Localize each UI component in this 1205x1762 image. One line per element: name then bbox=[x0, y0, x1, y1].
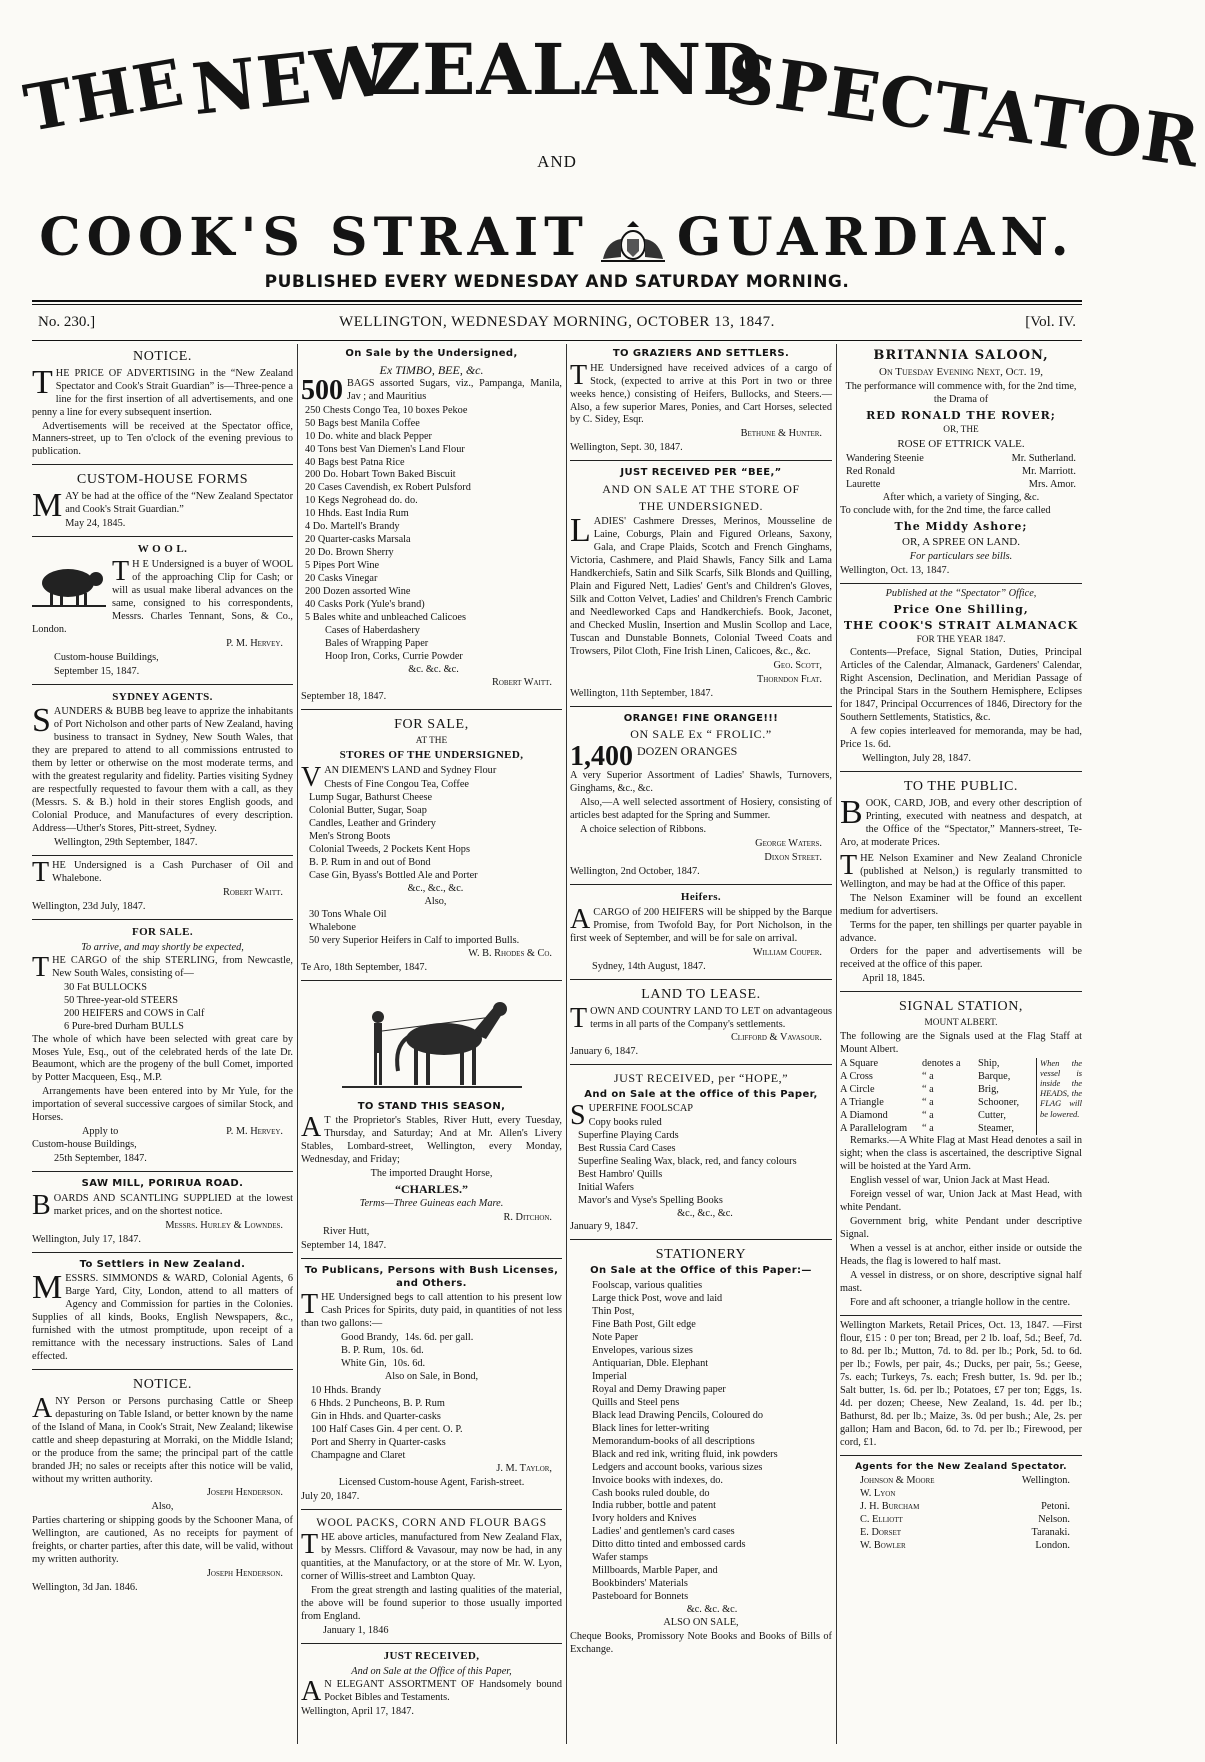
advertisement-customs: CUSTOM-HOUSE FORMS MAY be had at the office of the “New Zealand Spectator and Cook's Strait Guardian.” May 24, 1845. bbox=[32, 467, 293, 537]
dateline-rule bbox=[32, 340, 1082, 341]
masthead-word: SPECTATOR bbox=[720, 38, 1205, 184]
masthead bbox=[0, 0, 1205, 300]
advertisement-saw-mill: SAW MILL, PORIRUA ROAD. BOARDS AND SCANTLING SUPPLIED at the lowest market prices, and on the shortest notice. Messrs. Hurley & Lowndes. Wellington, July 17, 1847. bbox=[32, 1174, 293, 1252]
column-rule bbox=[566, 344, 567, 1744]
masthead-and: AND bbox=[537, 152, 577, 171]
advertisement-to-the-public: TO THE PUBLIC. BOOK, CARD, JOB, and every other description of Printing, executed with neatness and despatch, at the Office of the “Spectator,” Manners-street, Te-Aro, at moderate Prices. THE Nelson Examiner and New Zealand Chronicle (published at Nelson,) is regularly transmitted to Wellington, and may be had at the Office of this paper. The Nelson Examiner will be found an excellent medium for advertisers. Terms for the paper, ten shillings per quarter payable in advance. Orders for the paper and advertisements will be received at the office of this paper. April 18, 1845. bbox=[840, 774, 1082, 992]
spectator-agents: Agents for the New Zealand Spectator. Johnson & Moore Wellington. W. Lyon J. H. Burcham Petoni. C. Elliott Nelson. E. Dorset Taranaki. W. Bowler London. bbox=[855, 1461, 1070, 1551]
signal-station: SIGNAL STATION, MOUNT ALBERT. The following are the Signals used at the Flag Staff at Mount Albert. A Square denotes a Ship, A Cross “ a Barque, A Circle “ a Brig, A Triangle “ a Schooner, A Diamond “ a Cutter, A Parallelogram “ a Steamer, When the vessel is inside the HEADS, the FLAG will be lowered. Remarks.—A White Flag at Mast Head denotes a sail in sight; when the class is ascertained, the descriptive Signal will be hoisted at the Yard Arm. English vessel of war, Union Jack at Mast Head. Foreign vessel of war, Union Jack at Mast Head, with white Pendant. Government brig, white Pendant under descriptive Signal. When a vessel is at anchor, either inside or outside the Heads, the flag is lowered to half mast. A vessel in distress, or on shore, descriptive signal half mast. Fore and aft schooner, a triangle hollow in the centre. bbox=[840, 994, 1082, 1316]
column-rule bbox=[836, 344, 837, 1744]
masthead-title bbox=[18, 27, 1205, 184]
advertisement-for-sale-sterling: FOR SALE. To arrive, and may shortly be expected, THE CARGO of the ship STERLING, from Newcastle, New South Wales, consisting of— 30 Fat BULLOCKS 50 Three-year-old STEERS 200 HEIFERS and COWS in Calf 6 Pure-bred Durham BULLS The whole of which have been selected with great care by Moses Yule, Esq., out of the celebrated herds of the late Dr. Beaumont, which are the progeny of the bull Comet, imported by Potter Macqueen, Esq., M.P. Arrangements have been entered into by Mr Yule, for the importation of several successive cargoes of similar Stock, and Horses. Apply to P. M. Hervey. Custom-house Buildings, 25th September, 1847. bbox=[32, 922, 293, 1172]
advertisement-on-sale-timbo: On Sale by the Undersigned, Ex TIMBO, BEE, &c. 500 BAGS assorted Sugars, viz., Pampanga, Manila, Jav ; and Mauritius 250 Chests Congo Tea, 10 boxes Pekoe 50 Bags best Manila Coffee 10 Do. white and black Pepper 40 Tons best Van Diemen's Land Flour 40 Bags best Patna Rice 200 Do. Hobart Town Baked Biscuit 20 Cases Cavendish, ex Robert Pulsford 10 Kegs Negrohead do. do. 10 Hhds. East India Rum 4 Do. Martell's Brandy 20 Quarter-casks Marsala 20 Do. Brown Sherry 5 Pipes Port Wine 20 Casks Vinegar 200 Dozen assorted Wine 40 Casks Pork (Yule's brand) 5 Bales white and unbleached Calicoes Cases of Haberdashery Bales of Wrapping Paper Hoop Iron, Corks, Currie Powder &c. &c. &c. Robert Waitt. September 18, 1847. bbox=[301, 344, 562, 710]
advertisement-notice: NOTICE. THE PRICE OF ADVERTISING in the “New Zealand Spectator and Cook's Strait Guardian” is—Three-pence a line for the first insertion of all advertisements, and one penny a line for every subsequent insertion. Advertisements will be received at the Spectator office, Manners-street, up to Ten o'clock of the evening previous to publication. bbox=[32, 344, 293, 465]
advertisement-notice-cattle: NOTICE. ANY Person or Persons purchasing Cattle or Sheep depasturing on Table Island, or better known by the name of the Island of Mana, in Cook's Strait, New Zealand; likewise cattle and sheep depasturing at Morraki, on the Middle Island; or the produce from the same; the principal part of the cattle branded JH; no sales or receipts after this notice will be valid, without my written authority. Joseph Henderson. Also, Parties chartering or shipping goods by the Schooner Mana, of Wellington, are cautioned, As no receipts for payment of freights, or charter parties, after this date, will be valid, without my written authority. Joseph Henderson. Wellington, 3d Jan. 1846. bbox=[32, 1377, 293, 1594]
publication-schedule: PUBLISHED EVERY WEDNESDAY AND SATURDAY MORNING. bbox=[264, 272, 850, 292]
issue-number: No. 230.] bbox=[38, 314, 96, 330]
wellington-markets: Wellington Markets, Retail Prices, Oct. 13, 1847. —First flour, £15 : 0 per ton; Bread, per 2 lb. loaf, 5d.; Beef, 7d. to 8d. per lb.; Mutton, 7d. to 8d. per lb.; Pork, 5d. to 6d. per lb.; Fowls, per pair, 4s.; Ducks, per pair, 5s.; Geese, 7s. each; Turkeys, 7s. each; Fresh butter, 1s. 9d. per lb.; Salt butter, 1s. 6d. per lb.; Potatoes, £7 per ton; Eggs, 1s. 4d. per dozen; Cheese, New Zealand, 1s. 4d. per lb.; Bathurst, 8d. per lb.; Maize, 3s. 0d per bush.; Ale, 2s. per gallon; Ham and Bacon, 6d. to 7d. per lb.; Firewood, per cord, £1. bbox=[840, 1318, 1082, 1456]
advertisement-oranges: ORANGE! FINE ORANGE!!! ON SALE Ex “ FROLIC.” 1,400 DOZEN ORANGES A very Superior Assortment of Ladies' Shawls, Turnovers, Ginghams, &c., &c. Also,—A well selected assortment of Hosiery, consisting of articles best adapted for the Spring and Summer. A choice selection of Ribbons. George Waters. Dixon Street. Wellington, 2nd October, 1847. bbox=[570, 709, 832, 885]
advertisement-graziers: TO GRAZIERS AND SETTLERS. THE Undersigned have received advices of a cargo of Stock, (expected to arrive at this Port in two or three weeks hence,) consisting of Heifers, Bullocks, and Steers.—Also, a few superior Mares, Ponies, and Cart Horses, selected by C. Sidey, Esqr. Bethune & Hunter. Wellington, Sept. 30, 1847. bbox=[570, 344, 832, 461]
column-4 bbox=[840, 344, 1082, 1744]
volume-number: [Vol. IV. bbox=[1025, 314, 1076, 330]
advertisement-bibles: JUST RECEIVED, And on Sale at the Office of this Paper, A N ELEGANT ASSORTMENT OF Handsomely bound Pocket Bibles and Testaments. Wellington, April 17, 1847. bbox=[301, 1649, 562, 1717]
masthead-rule bbox=[32, 300, 1082, 302]
advertisement-wool: W O O L. T H E Undersigned is a buyer of WOOL of the approaching Clip for Cash; or will as usual make liberal advances on the same, consigned to his correspondents, Messrs. Charles Tennant, Sons, & Co., London. P. M. Hervey. Custom-house Buildings, September 15, 1847. bbox=[32, 539, 293, 685]
horse-woodcut-icon bbox=[332, 987, 532, 1099]
advertisement-publicans: To Publicans, Persons with Bush Licenses, and Others. THE Undersigned begs to call attention to his present low Cash Prices for Spirits, duty paid, in quantities of not less than two gallons:— Good Brandy, 14s. 6d. per gall. B. P. Rum, 10s. 6d. White Gin, 10s. 6d. Also on Sale, in Bond, 10 Hhds. Brandy 6 Hhds. 2 Puncheons, B. P. Rum Gin in Hhds. and Quarter-casks 100 Half Cases Gin. 4 per cent. O. P. Port and Sherry in Quarter-casks Champagne and Claret J. M. Taylor, Licensed Custom-house Agent, Farish-street. July 20, 1847. bbox=[301, 1261, 562, 1510]
advertisement-oil: THE Undersigned is a Cash Purchaser of Oil and Whalebone. Robert Waitt. Wellington, 23d July, 1847. bbox=[32, 858, 293, 920]
column-1 bbox=[32, 344, 293, 1744]
advertisement-per-bee: JUST RECEIVED PER “BEE,” AND ON SALE AT THE STORE OF THE UNDERSIGNED. LADIES' Cashmere Dresses, Merinos, Mousseline de Laine, Coburgs, Plain and Figured Orleans, Saxony, Gala, and Crape Plaids, Scotch and French Ginghams, Victoria, Cashmere, and Plaid Shawls, Fancy Silk and Lama Handkerchiefs, Satin and Silk Scarfs, Silk Blonds and Quilling, Plain and Figured Nett, Ladies' Gent's and Children's Gloves, Silk and Cotton Velvet, Ladies' and Children's French Cambric and Needleworked Caps and Handkerchiefs. Book, Jaconet, and Checked Muslin, Insertion and Muslin Scollop and Lace, Tuscan and Dunstable Bonnets, Colonial Tweed Coats and Trowsers, Pilot Cloth, Fine Irish Linen, Calicoes, &c., &c. Geo. Scott, Thorndon Flat. Wellington, 11th September, 1847. bbox=[570, 463, 832, 706]
advertisement-land-lease: LAND TO LEASE. TOWN AND COUNTRY LAND TO LET on advantageous terms in all parts of the Company's settlements. Clifford & Vavasour. January 6, 1847. bbox=[570, 982, 832, 1066]
sheep-woodcut-icon bbox=[32, 559, 106, 609]
column-3 bbox=[570, 344, 832, 1744]
advertisement-sydney-agents: SYDNEY AGENTS. SAUNDERS & BUBB beg leave to apprize the inhabitants of Port Nicholson and other parts of New Zealand, having business to transact in Sydney, New South Wales, that they are prepared to attend to all commissions entrusted to them by letter or otherwise on the most moderate terms, and with the greatest regularity and fidelity. Parties visiting Sydney are respectfully requested to favour them with a call, as they (Messrs. S. & B.) hold in their stores English goods, and Colonial Produce, and Manufactures of every description. Address—Uther's Stores, Pitt-street, Sydney. Wellington, 29th September, 1847. bbox=[32, 687, 293, 857]
masthead-word: THE bbox=[18, 45, 190, 147]
dateline bbox=[32, 314, 1082, 336]
masthead-word: ZEALAND bbox=[370, 28, 764, 111]
advertisement-britannia-saloon: BRITANNIA SALOON, On Tuesday Evening Next, Oct. 19, The performance will commence with, for the 2nd time, the Drama of RED RONALD THE ROVER; OR, THE ROSE OF ETTRICK VALE. Wandering Steenie Mr. Sutherland. Red Ronald Mr. Marriott. Laurette Mrs. Amor. After which, a variety of Singing, &c. To conclude with, for the 2nd time, the farce called The Middy Ashore; OR, A SPREE ON LAND. For particulars see bills. Wellington, Oct. 13, 1847. bbox=[840, 344, 1082, 584]
advertisement-stationery: STATIONERY On Sale at the Office of this Paper:— Foolscap, various qualities Large thick Post, wove and laid Thin Post, Fine Bath Post, Gilt edge Note Paper Envelopes, various sizes Antiquarian, Dble. Elephant Imperial Royal and Demy Drawing paper Quills and Steel pens Black lead Drawing Pencils, Coloured do Black lines for letter-writing Memorandum-books of all descriptions Black and red ink, writing fluid, ink powders Ledgers and account books, various sizes Invoice books with indexes, do. Cash books ruled double, do India rubber, bottle and patent Ivory holders and Knives Ladies' and gentlemen's card cases Ditto ditto tinted and embossed cards Wafer stamps Millboards, Marble Paper, and Bookbinders' Materials Pasteboard for Bonnets &c. &c. &c. ALSO ON SALE, Cheque Books, Promissory Note Books and Books of Bills of Exchange. bbox=[570, 1246, 832, 1656]
column-2 bbox=[301, 344, 562, 1744]
advertisement-settlers: To Settlers in New Zealand. MESSRS. SIMMONDS & WARD, Colonial Agents, 6 Barge Yard, City, London, attend to all matters of Agency and Commission for parties in the Colonies. Supplies of all kinds, Books, English Newspapers, &c., furnished with the utmost promptitude, upon receipt of a remittance with the necessary instructions. Sales of Land effected. bbox=[32, 1255, 293, 1370]
advertisement-wool-packs: WOOL PACKS, CORN AND FLOUR BAGS THE above articles, manufactured from New Zealand Flax, by Messrs. Clifford & Vavasour, may now be had, in any quantities, at the Manufactory, or at the store of Mr. W. Lyon, corner of Willis-street and Lambton Quay. From the great strength and lasting qualities of the material, the above will be found superior to those usually imported from England. January 1, 1846 bbox=[301, 1512, 562, 1644]
masthead-rule bbox=[32, 304, 1082, 305]
advertisement-stand-season: TO STAND THIS SEASON, A T the Proprietor's Stables, River Hutt, every Tuesday, Thursday, and Saturday; And at Mr. Allen's Livery Stables, Lombard-street, Wellington, every Monday, Wednesday, and Friday; The imported Draught Horse, “CHARLES.” Terms—Three Guineas each Mare. R. Ditchon. River Hutt, September 14, 1847. bbox=[301, 983, 562, 1259]
masthead-subtitle: COOK'S STRAIT GUARDIAN. bbox=[39, 207, 1075, 268]
advertisement-per-hope: JUST RECEIVED, per “HOPE,” And on Sale at the office of this Paper, SUPERFINE FOOLSCAP Copy books ruled Superfine Playing Cards Best Russia Card Cases Superfine Sealing Wax, black, red, and fancy colours Best Hambro' Quills Initial Wafers Mavor's and Vyse's Spelling Books &c., &c., &c. January 9, 1847. bbox=[570, 1067, 832, 1239]
royal-crest-icon bbox=[597, 219, 669, 265]
advertisement-for-sale-rhodes: FOR SALE, AT THE STORES OF THE UNDERSIGNED, VAN DIEMEN'S LAND and Sydney Flour Chests of Fine Congou Tea, Coffee Lump Sugar, Bathurst Cheese Colonial Butter, Sugar, Soap Candles, Leather and Grindery Men's Strong Boots Colonial Tweeds, 2 Pockets Kent Hops B. P. Rum in and out of Bond Case Gin, Byass's Bottled Ale and Porter &c., &c., &c. Also, 30 Tons Whale Oil Whalebone 50 very Superior Heifers in Calf to imported Bulls. W. B. Rhodes & Co. Te Aro, 18th September, 1847. bbox=[301, 712, 562, 981]
masthead-word: NEW bbox=[188, 27, 395, 132]
advertisement-almanack: Published at the “Spectator” Office, Price One Shilling, THE COOK'S STRAIT ALMANACK FOR THE YEAR 1847. Contents—Preface, Signal Station, Duties, Principal Articles of the Calendar, Almanack, Gardeners' Calendar, Right Ascension, Declination, and Meridian Passage of the Principal Stars in the Southern Hemisphere, Eclipses for 1847, Principal Occurrences of 1846, Directory for the Southern Settlements, Statistics, &c. A few copies interleaved for memoranda, may be had, Price 1s. 6d. Wellington, July 28, 1847. bbox=[840, 586, 1082, 772]
column-rule bbox=[297, 344, 298, 1744]
issue-date: WELLINGTON, WEDNESDAY MORNING, OCTOBER 13, 1847. bbox=[339, 314, 775, 330]
advertisement-heifers: Heifers. ACARGO of 200 HEIFERS will be shipped by the Barque Promise, from Twofold Bay, for Port Nicholson, in the first week of September, and will be for sale on arrival. William Couper. Sydney, 14th August, 1847. bbox=[570, 887, 832, 980]
